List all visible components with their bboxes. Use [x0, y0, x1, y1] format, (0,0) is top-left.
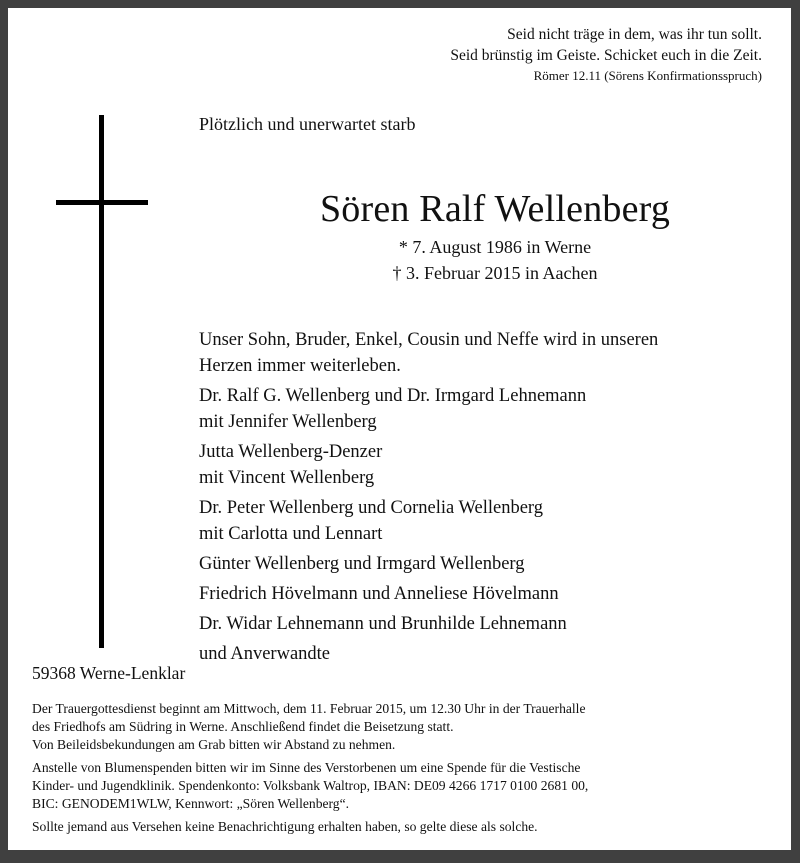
motto-reference: Römer 12.11 (Sörens Konfirmationsspruch) [533, 68, 762, 83]
motto-line: Seid nicht träge in dem, was ihr tun sollt. [507, 26, 762, 43]
service-line: Von Beileidsbekundungen am Grab bitten wir Abstand zu nehmen. [32, 737, 396, 752]
mourner-line: mit Jennifer Wellenberg [199, 412, 377, 432]
donation-line: BIC: GENODEM1WLW, Kennwort: „Sören Wellenberg“. [32, 796, 350, 811]
family-section [199, 327, 658, 667]
message-line: Unser Sohn, Bruder, Enkel, Cousin und Neffe wird in unseren [199, 330, 659, 350]
mourner-line: mit Vincent Wellenberg [199, 468, 375, 488]
motto-line: Seid brünstig im Geiste. Schicket euch in die Zeit. [450, 47, 762, 64]
intro-text: Plötzlich und unerwartet starb [199, 114, 416, 134]
funeral-notice [32, 700, 588, 836]
mourner-line: mit Carlotta und Lennart [199, 524, 383, 544]
birth-date: * 7. August 1986 in Werne [398, 237, 592, 257]
family-address: 59368 Werne-Lenklar [32, 663, 186, 683]
life-dates [199, 234, 791, 286]
mourner-line: Friedrich Hövelmann und Anneliese Hövelmann [199, 584, 559, 604]
motto-quote [450, 24, 762, 85]
mourner-line: Dr. Ralf G. Wellenberg und Dr. Irmgard Lehnemann [199, 386, 587, 406]
closing-line: Sollte jemand aus Versehen keine Benachrichtigung erhalten haben, so gelte diese als solche. [32, 819, 538, 834]
mourner-line: Dr. Peter Wellenberg und Cornelia Wellenberg [199, 498, 543, 518]
donation-line: Anstelle von Blumenspenden bitten wir im Sinne des Verstorbenen um eine Spende für die Vestische [32, 760, 581, 775]
cross-horizontal-bar [56, 200, 148, 205]
message-line: Herzen immer weiterleben. [199, 356, 401, 376]
death-date: † 3. Februar 2015 in Aachen [392, 263, 598, 283]
obituary-page [8, 8, 791, 850]
donation-line: Kinder- und Jugendklinik. Spendenkonto: Volksbank Waltrop, IBAN: DE09 4266 1717 0100 2681 00, [32, 778, 589, 793]
mourner-line: Jutta Wellenberg-Denzer [199, 442, 383, 462]
deceased-name: Sören Ralf Wellenberg [319, 188, 671, 230]
service-line: Der Trauergottesdienst beginnt am Mittwoch, dem 11. Februar 2015, um 12.30 Uhr in der Trauerhalle [32, 701, 586, 716]
mourner-line: und Anverwandte [199, 644, 331, 664]
mourner-line: Dr. Widar Lehnemann und Brunhilde Lehnemann [199, 614, 567, 634]
mourner-line: Günter Wellenberg und Irmgard Wellenberg [199, 554, 525, 574]
cross-vertical-bar [99, 115, 104, 648]
service-line: des Friedhofs am Südring in Werne. Anschließend findet die Beisetzung statt. [32, 719, 454, 734]
